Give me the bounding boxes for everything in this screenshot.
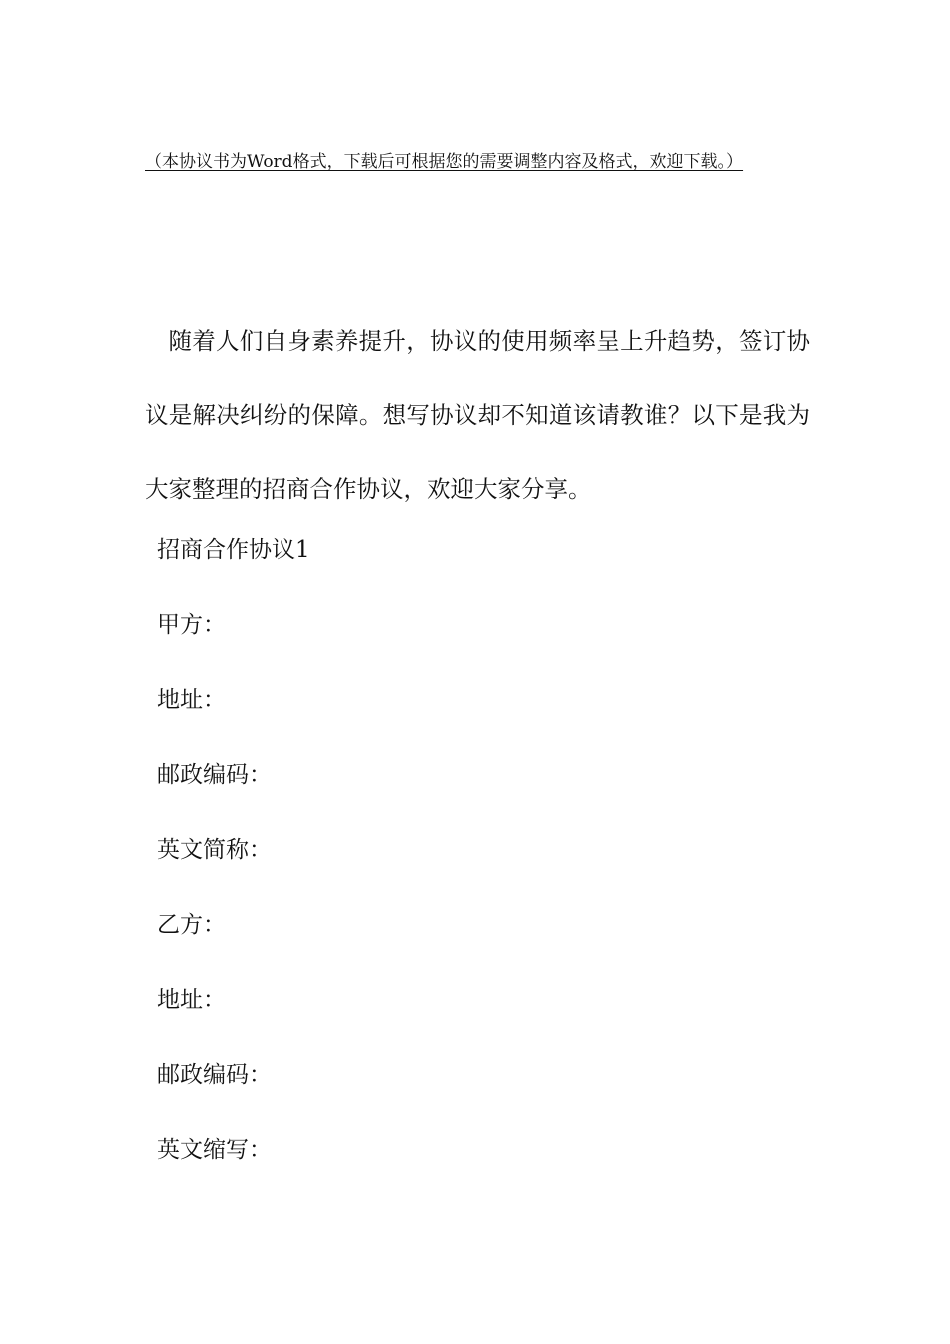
party-b-label: 乙方： [157, 912, 226, 938]
agreement-title: 招商合作协议1 [157, 537, 310, 563]
party-a-label: 甲方： [157, 612, 226, 638]
party-b-address-label: 地址： [157, 987, 226, 1013]
party-b-postal-code-label: 邮政编码： [157, 1062, 272, 1088]
party-a-address-label: 地址： [157, 687, 226, 713]
format-notice: （本协议书为Word格式，下载后可根据您的需要调整内容及格式，欢迎下载。） [145, 152, 744, 172]
party-a-english-short-name-label: 英文简称： [157, 837, 272, 863]
party-a-postal-code-label: 邮政编码： [157, 762, 272, 788]
party-b-english-abbreviation-label: 英文缩写： [157, 1137, 272, 1163]
intro-paragraph: 随着人们自身素养提升，协议的使用频率呈上升趋势，签订协议是解决纠纷的保障。想写协议却不知道该请教谁？以下是我为大家整理的招商合作协议，欢迎大家分享。 [145, 327, 810, 503]
